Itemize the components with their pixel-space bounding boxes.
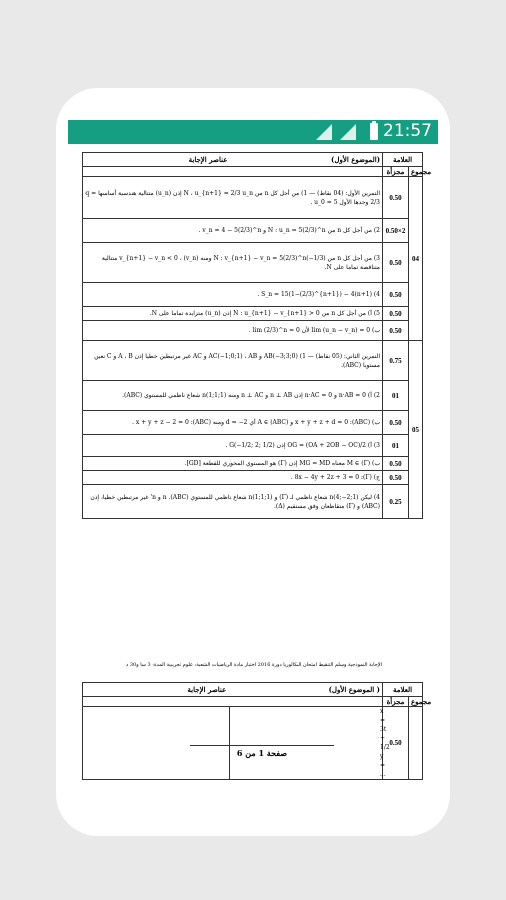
table-row: 2) أ) n·AB = 0 و n·AC = 0 إذن n ⊥ AB و n ⊥ AC ومنه n(1;1;1) شعاع ناظمي للمستوي (ABC).: [83, 381, 383, 411]
table-row: 2) من أجل كل n من N : u_n = 5(2/3)^n و v_n = 4 − 5(2/3)^n .: [83, 219, 383, 243]
table-row: ج) (Γ): 8x − 4y + 2z + 3 = 0 .: [83, 471, 383, 485]
answer-table-1: [82, 152, 432, 519]
table-row: 3) أ) OG = (OA + 2OB − OC)/2 إذن G(−1/2; 2; 1/2) .: [83, 435, 383, 457]
table-row: التمرين الثاني: (05 نقاط) — 1) AB(−3;3;0) و AC(−1;0;1) ، AB و AC غير مرتبطين خطيا إذن A ، B و C تعين مستويا (ABC).: [83, 341, 383, 381]
row-score: 0.50: [383, 283, 409, 307]
row-score: 0.50: [383, 321, 409, 341]
table-header-grade: العلامة: [383, 153, 423, 167]
table-row: 4) S_n = 15(1−(2/3)^{n+1}) − 4(n+1) .: [83, 283, 383, 307]
status-bar: [68, 120, 438, 144]
wifi-icon: [340, 124, 356, 140]
table-row: التمرين الأول: (04 نقاط) — 1) من أجل كل n من N ، u_{n+1} = 2/3 u_n إذن (u_n) متتالية هندسية أساسها q = 2/3 وحدها الأول u_0 = 5 .: [83, 177, 383, 219]
status-time: 21:57: [383, 121, 432, 141]
answer-table-2: [82, 682, 432, 780]
signal-icon: [316, 124, 332, 140]
battery-icon: [370, 123, 378, 140]
page-number: صفحة 1 من 6: [236, 748, 288, 758]
header-partial: مجزأة: [383, 167, 409, 177]
row-score: 0.50: [383, 707, 409, 780]
section-total: 05: [409, 341, 423, 519]
row-score: 01: [383, 435, 409, 457]
table-header-elements: (الموضوع الأول ) عناصر الإجابة: [83, 683, 383, 697]
row-score: 0.50: [383, 471, 409, 485]
row-score: 0.50: [383, 243, 409, 283]
table-row: x = 3t + 1/2 y = ...: [83, 707, 383, 780]
row-score: 0.75: [383, 341, 409, 381]
row-score: 0.50: [383, 177, 409, 219]
table-row: 5) أ) من أجل كل n من N : u_{n+1} − v_{n+1} > 0 إذن (u_n) متزايدة تماما على N.: [83, 307, 383, 321]
header-partial: مجزأة: [383, 697, 409, 707]
table-row: 4) ليكن n(4;−2;1) شعاع ناظمي لـ (Γ) و n(1;1;1) شعاع ناظمي للمستوي (ABC). n و n' غير مرتبطين خطيا، إذن (ABC) و (Γ) متقاطعان وفق مستقيم (Δ).: [83, 485, 383, 519]
table-row: ب) (ABC): x + y + z + d = 0 و A ∈ (ABC) أي d = −2 ومنه (ABC): x + y + z − 2 = 0 .: [83, 411, 383, 435]
table-header-grade: العلامة: [383, 683, 423, 697]
row-score: 0.50×2: [383, 219, 409, 243]
table-header-elements: (الموضوع الأول) عناصر الإجابة: [83, 153, 383, 167]
section-total: 04: [409, 177, 423, 341]
row-score: 0.50: [383, 411, 409, 435]
document-viewer[interactable]: [82, 150, 432, 778]
header-total: مجموع: [409, 167, 423, 177]
table-row: 3) من أجل كل n من N : v_{n+1} − v_n = 5(2/3)^n(−1/3) ومنه v_{n+1} − v_n < 0 ، (v_n) متتالية متناقصة تماما على N.: [83, 243, 383, 283]
table-row: ب) lim (u_n − v_n) = 0 لأن lim (2/3)^n = 0 .: [83, 321, 383, 341]
page-header: الإجابة النموذجية وسلم التنقيط امتحان البكالوريا دورة 2016 اختبار مادة الرياضيات الشعبة: علوم تجريبية المدة: 3 سا و30 د: [126, 662, 382, 668]
row-score: 0.50: [383, 457, 409, 471]
row-score: 01: [383, 381, 409, 411]
header-total: مجموع: [409, 697, 423, 707]
row-score: 0.50: [383, 307, 409, 321]
row-score: 0.25: [383, 485, 409, 519]
table-row: ب) M ∈ (Γ) معناه MG = MD إذن (Γ) هو المستوي المحوري للقطعة [GD].: [83, 457, 383, 471]
